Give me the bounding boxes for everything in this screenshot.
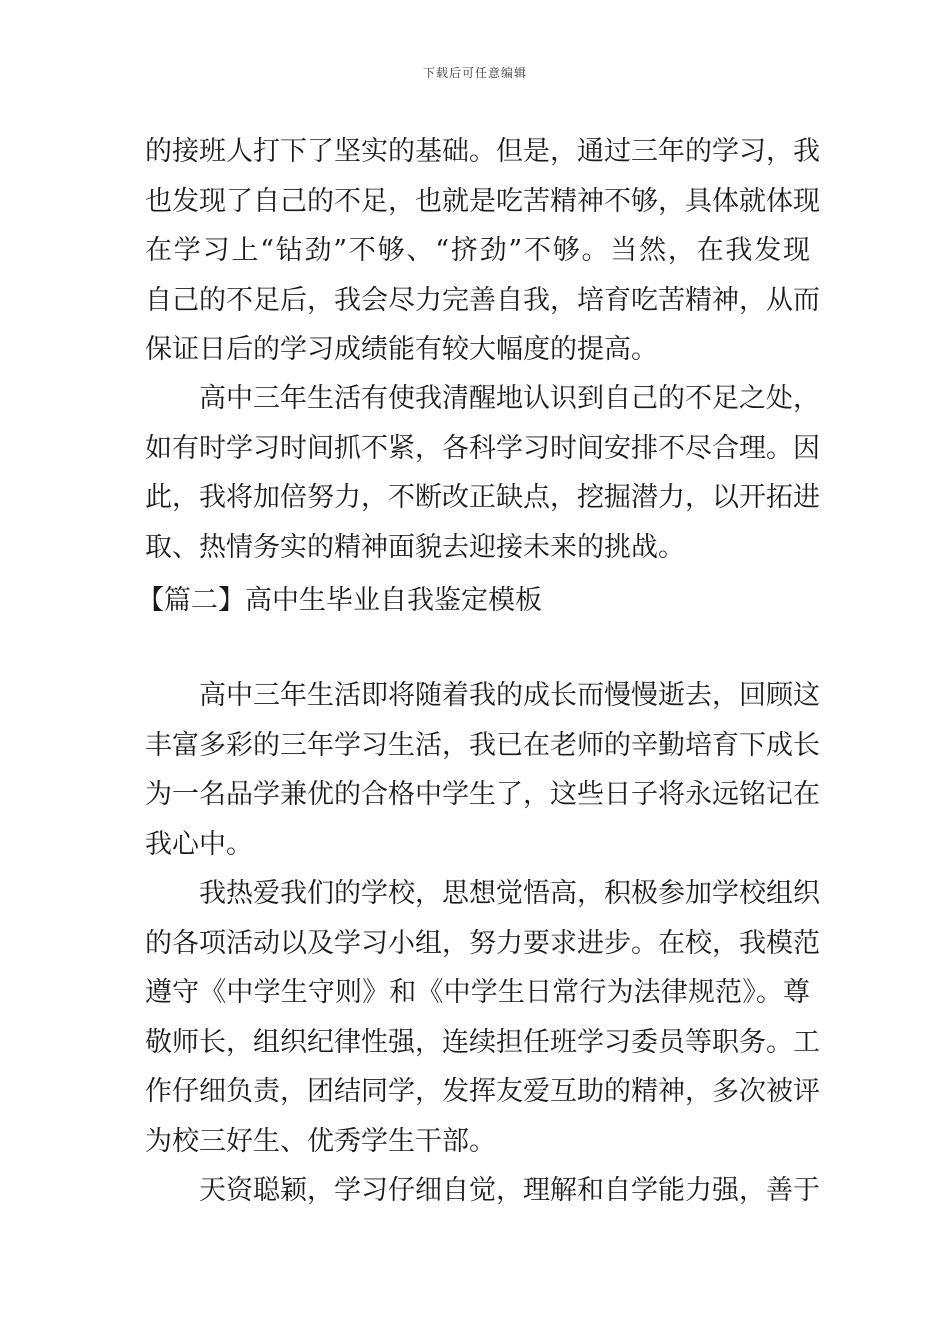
text-line: 为校三好生、优秀学生干部。	[145, 1125, 496, 1157]
paragraph-study	[145, 1166, 820, 1216]
paragraph-continuation	[145, 127, 820, 375]
text-line: 为一名品学兼优的合格中学生了，这些日子将永远铭记在	[145, 779, 820, 810]
paragraph-school-life	[145, 869, 820, 1166]
paragraph-shortcomings	[145, 374, 820, 572]
text-line: 保证日后的学习成绩能有较大幅度的提高。	[145, 334, 658, 365]
text-line: 遵守《中学生守则》和《中学生日常行为法律规范》。尊	[145, 977, 810, 1008]
text-line: 丰富多彩的三年学习生活，我已在老师的辛勤培育下成长	[145, 729, 820, 761]
text-line: 如有时学习时间抓不紧，各科学习时间安排不尽合理。因	[145, 432, 820, 464]
text-line: 此，我将加倍努力，不断改正缺点，挖掘潜力，以开拓进	[145, 482, 820, 513]
text-line: 的各项活动以及学习小组，努力要求进步。在校，我模范	[145, 927, 820, 959]
text-line: 也发现了自己的不足，也就是吃苦精神不够，具体就体现	[145, 185, 820, 217]
text-line: 作仔细负责，团结同学，发挥友爱互助的精神，多次被评	[145, 1076, 820, 1107]
text-line: 自己的不足后，我会尽力完善自我，培育吃苦精神，从而	[145, 284, 820, 316]
page-header: 下载后可任意编辑	[422, 66, 527, 80]
text-line: 高中三年生活有使我清醒地认识到自己的不足之处，	[199, 383, 820, 414]
text-line: 高中三年生活即将随着我的成长而慢慢逝去，回顾这	[199, 680, 820, 711]
text-line: 我热爱我们的学校，思想觉悟高，积极参加学校组织	[199, 878, 820, 909]
text-line: 天资聪颖，学习仔细自觉，理解和自学能力强，善于	[199, 1175, 820, 1206]
section-title: 【篇二】高中生毕业自我鉴定模板	[137, 585, 542, 616]
text-line: 取、热情务实的精神面貌去迎接未来的挑战。	[145, 531, 685, 563]
text-line: 我心中。	[145, 828, 253, 860]
paragraph-intro	[145, 671, 820, 869]
text-line: 的接班人打下了坚实的基础。但是，通过三年的学习，我	[145, 136, 820, 167]
text-line: 敬师长，组织纪律性强，连续担任班学习委员等职务。工	[145, 1026, 820, 1058]
text-line: 在学习上“钻劲”不够、“挤劲”不够。当然，在我发现	[145, 235, 810, 266]
